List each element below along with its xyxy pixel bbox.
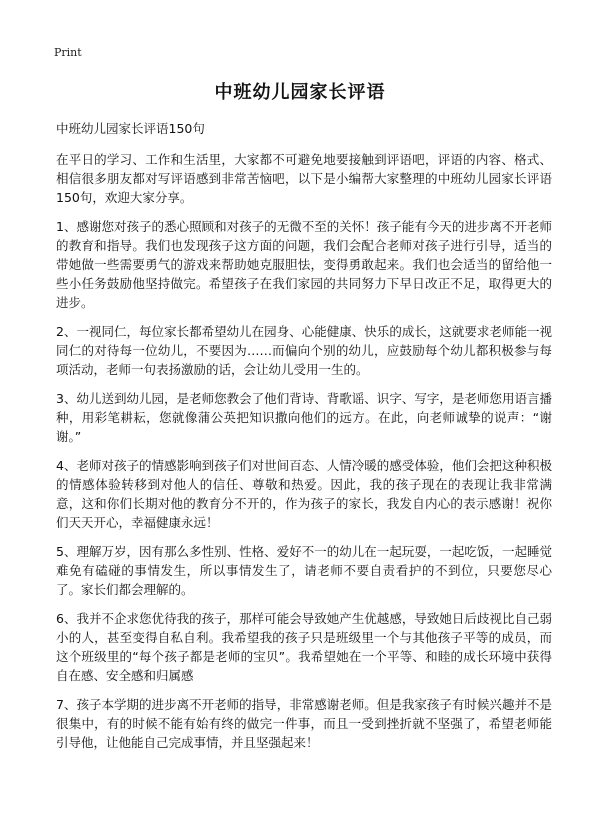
comment-paragraph-3: 3、幼儿送到幼儿园，是老师您教会了他们背诗、背歌谣、识字、写字，是老师您用语言播种，用彩笔耕耘，您就像蒲公英把知识撒向他们的远方。在此，向老师诚挚的说声：“谢谢。” [56,391,552,444]
document-subtitle: 中班幼儿园家长评语150句 [56,121,205,136]
document-body [56,150,552,762]
intro-paragraph: 在平日的学习、工作和生活里，大家都不可避免地要接触到评语吧，评语的内容、格式、相信很多朋友都对写评语感到非常苦恼吧，以下是小编帮大家整理的中班幼儿园家长评语150句，欢迎大家分享。 [56,152,552,205]
comment-paragraph-2: 2、一视同仁，每位家长都希望幼儿在园身、心能健康、快乐的成长，这就要求老师能一视同仁的对待每一位幼儿，不要因为……而偏向个别的幼儿，应鼓励每个幼儿都积极参与每项活动，老师一句表扬激励的话，会让幼儿受用一生的。 [56,324,552,377]
comment-paragraph-1: 1、感谢您对孩子的悉心照顾和对孩子的无微不至的关怀！孩子能有今天的进步离不开老师的教育和指导。我们也发现孩子这方面的问题，我们会配合老师对孩子进行引导，适当的带她做一些需要勇气的游戏来帮助她克服胆怯，变得勇敢起来。我们也会适当的留给他一些小任务鼓励他坚持做完。希望孩子在我们家园的共同努力下早日改正不足，取得更大的进步。 [56,219,552,310]
comment-paragraph-4: 4、老师对孩子的情感影响到孩子们对世间百态、人情冷暖的感受体验，他们会把这种积极的情感体验转移到对他人的信任、尊敬和热爱。因此，我的孩子现在的表现让我非常满意，这和你们长期对他的教育分不开的，作为孩子的家长，我发自内心的表示感谢！祝你们天天开心，幸福健康永远！ [56,458,552,530]
document-title: 中班幼儿园家长评语 [214,82,386,103]
print-link[interactable]: Print [54,46,82,59]
comment-paragraph-6: 6、我并不企求您优待我的孩子，那样可能会导致她产生优越感，导致她日后歧视比自己弱小的人，甚至变得自私自利。我希望我的孩子只是班级里一个与其他孩子平等的成员，而这个班级里的“每个孩子都是老师的宝贝”。我希望她在一个平等、和睦的成长环境中获得自在感、安全感和归属感 [56,611,552,683]
comment-paragraph-7: 7、孩子本学期的进步离不开老师的指导，非常感谢老师。但是我家孩子有时候兴趣并不是很集中，有的时候不能有始有终的做完一件事，而且一受到挫折就不坚强了，希望老师能引导他，让他能自己完成事情，并且坚强起来！ [56,697,552,750]
comment-paragraph-5: 5、理解万岁，因有那么多性别、性格、爱好不一的幼儿在一起玩耍，一起吃饭，一起睡觉难免有磕碰的事情发生，所以事情发生了，请老师不要自责看护的不到位，只要您尽心了。家长们都会理解的。 [56,544,552,597]
